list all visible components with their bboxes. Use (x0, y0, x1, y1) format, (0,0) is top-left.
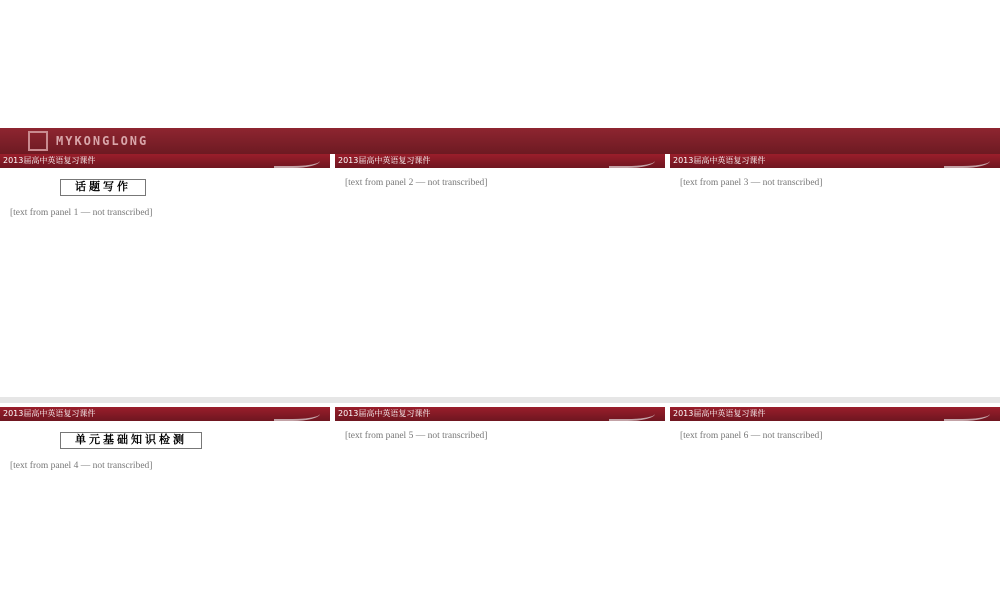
swoosh-icon (944, 409, 990, 421)
panel-header (335, 154, 665, 168)
panel-title: 2013届高中英语复习课件 (3, 409, 96, 418)
panel-header (0, 154, 330, 168)
slide-panel-2 (335, 154, 665, 394)
panel-title: 2013届高中英语复习课件 (673, 409, 766, 418)
slide-panel-5 (335, 407, 665, 600)
panel-title: 2013届高中英语复习课件 (338, 156, 431, 165)
panel-header (670, 407, 1000, 421)
swoosh-icon (609, 156, 655, 168)
swoosh-icon (274, 156, 320, 168)
section-heading: 单元基础知识检测 (60, 432, 202, 449)
swoosh-icon (274, 409, 320, 421)
row-divider (0, 397, 1000, 403)
brand-logo (28, 131, 148, 151)
panel-text: [text from panel 2 — not transcribed] (345, 178, 488, 188)
panel-title: 2013届高中英语复习课件 (673, 156, 766, 165)
section-heading: 话题写作 (60, 179, 146, 196)
slide-panel-4 (0, 407, 330, 600)
panel-text: [text from panel 3 — not transcribed] (680, 178, 823, 188)
panel-text: [text from panel 4 — not transcribed] (10, 461, 153, 471)
swoosh-icon (944, 156, 990, 168)
panel-text: [text from panel 6 — not transcribed] (680, 431, 823, 441)
swoosh-icon (609, 409, 655, 421)
brand-text: MYKONGLONG (56, 134, 149, 148)
panel-title: 2013届高中英语复习课件 (338, 409, 431, 418)
panel-title: 2013届高中英语复习课件 (3, 156, 96, 165)
panel-text: [text from panel 5 — not transcribed] (345, 431, 488, 441)
panel-header (670, 154, 1000, 168)
slide-panel-3 (670, 154, 1000, 394)
slide-panel-6 (670, 407, 1000, 600)
top-banner (0, 128, 1000, 154)
panel-header (335, 407, 665, 421)
slide-panel-1 (0, 154, 330, 394)
panel-text: [text from panel 1 — not transcribed] (10, 208, 153, 218)
panel-header (0, 407, 330, 421)
logo-mark-icon (28, 131, 48, 151)
